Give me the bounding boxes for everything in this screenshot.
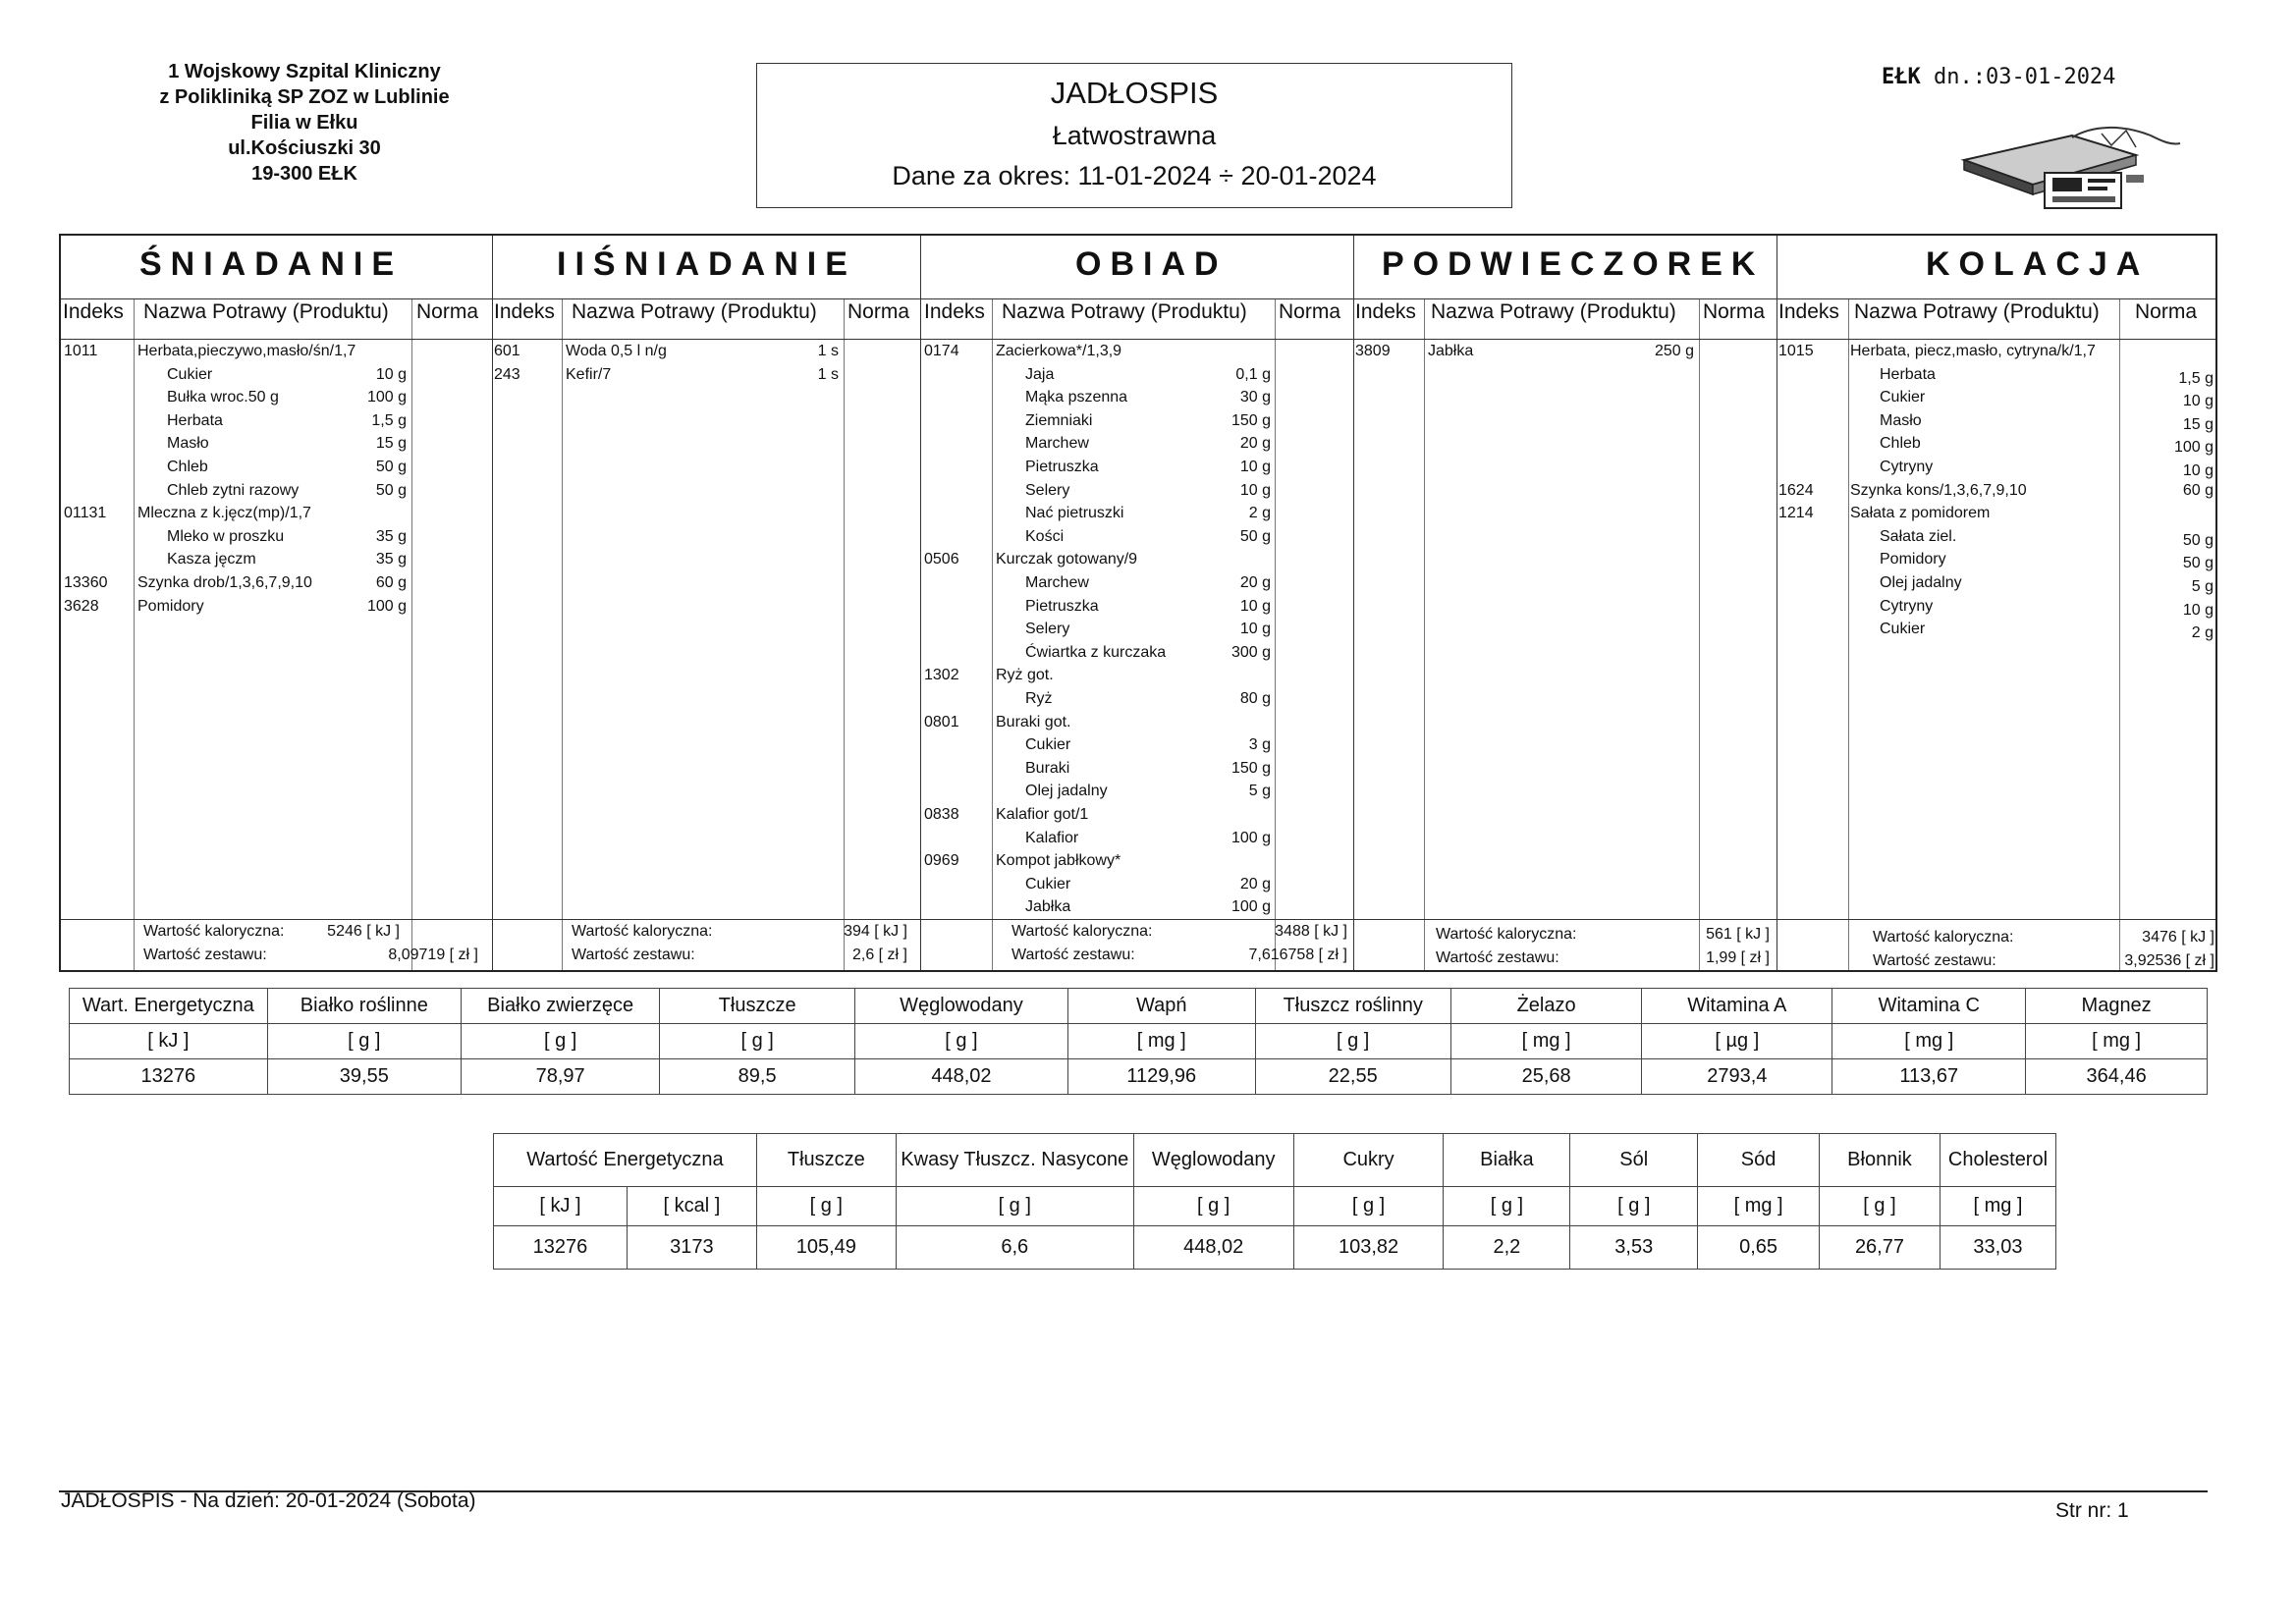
nutrition-value: 3173 — [627, 1226, 756, 1270]
hospital-line-5: 19-300 EŁK — [251, 163, 357, 185]
hospital-line-2: z Polikliniką SP ZOZ w Lublinie — [159, 86, 450, 108]
meal-item-norm: 80 g — [1239, 690, 1271, 707]
nutrition-unit: [ mg ] — [1067, 1024, 1255, 1059]
meal-item-name: Kompot jabłkowy* — [996, 852, 1121, 870]
meal-item-norm: 1,5 g — [371, 411, 407, 429]
nutrition-table-1 — [69, 988, 2208, 1095]
meal-ingredient-name: Kasza jęczm — [167, 551, 256, 568]
col-header-norm: Norma — [2135, 300, 2198, 323]
nutrition-unit: [ g ] — [461, 1024, 659, 1059]
nutrition-header: Wapń — [1067, 989, 1255, 1024]
meal-ingredient-name: Masło — [167, 435, 209, 453]
meal-item-index: 0506 — [924, 551, 959, 568]
meal-ingredient-name: Pietruszka — [1025, 459, 1099, 475]
meal-item-norm: 1 s — [817, 365, 839, 383]
nutrition-header: Wartość Energetyczna — [494, 1134, 757, 1187]
book-computer-clipart-icon — [1954, 116, 2190, 214]
meal-ingredient-name: Mleko w proszku — [167, 527, 285, 545]
meal-ingredient-name: Olej jadalny — [1025, 783, 1108, 800]
meal-ingredient-name: Herbata — [1880, 365, 1936, 383]
nutrition-unit: [ mg ] — [1450, 1024, 1641, 1059]
col-header-norm: Norma — [847, 300, 910, 323]
meal-item-norm: 0,1 g — [1235, 365, 1271, 383]
col-header-norm: Norma — [1703, 300, 1766, 323]
meal-item-norm: 15 g — [375, 435, 407, 453]
meal-title-kolacja: KOLACJA — [1926, 245, 2150, 283]
nutrition-1-value-row — [70, 1059, 2208, 1095]
meal-item-norm: 10 g — [1239, 481, 1271, 499]
meal-item-name: Zacierkowa*/1,3,9 — [996, 343, 1122, 359]
nutrition-header: Białko zwierzęce — [461, 989, 659, 1024]
nutrition-header: Sód — [1698, 1134, 1820, 1187]
nutrition-unit: [ g ] — [896, 1187, 1133, 1226]
nutrition-table-2 — [493, 1133, 2056, 1270]
meal-item-name: Kalafior got/1 — [996, 806, 1089, 823]
nutrition-value: 33,03 — [1940, 1226, 2055, 1270]
meal-item-index: 0838 — [924, 806, 959, 823]
meal-ingredient-name: Chleb — [167, 459, 208, 475]
nutrition-value: 78,97 — [461, 1059, 659, 1095]
nutrition-unit: [ g ] — [1255, 1024, 1450, 1059]
nutrition-header: Magnez — [2026, 989, 2208, 1024]
cost-label: Wartość zestawu: — [1436, 949, 1559, 966]
meal-ingredient-name: Pomidory — [1880, 551, 1946, 568]
hospital-line-4: ul.Kościuszki 30 — [228, 137, 381, 159]
meal-item-norm: 10 g — [1239, 459, 1271, 475]
meal-item-index: 3809 — [1355, 343, 1391, 359]
document-title: JADŁOSPIS — [1050, 76, 1219, 110]
meal-item-name: Jabłka — [1428, 343, 1474, 359]
meal-item-index: 601 — [494, 343, 520, 359]
meal-ingredient-name: Bułka wroc.50 g — [167, 389, 279, 406]
meal-item-index: 0174 — [924, 343, 959, 359]
nutrition-value: 89,5 — [660, 1059, 855, 1095]
kcal-value: 5246 [ kJ ] — [327, 923, 400, 940]
period: Dane za okres: 11-01-2024 ÷ 20-01-2024 — [892, 161, 1377, 190]
nutrition-unit: [ mg ] — [2026, 1024, 2208, 1059]
meal-ingredient-name: Ćwiartka z kurczaka — [1025, 643, 1167, 661]
nutrition-header: Białko roślinne — [267, 989, 461, 1024]
cost-value: 1,99 [ zł ] — [1706, 949, 1770, 966]
meal-item-norm: 100 g — [366, 389, 407, 406]
meal-item-norm: 150 g — [1230, 411, 1271, 429]
meal-ingredient-name: Pietruszka — [1025, 597, 1099, 615]
nutrition-header: Węglowodany — [1133, 1134, 1293, 1187]
col-header-name: Nazwa Potrawy (Produktu) — [1854, 300, 2100, 323]
nutrition-header: Tłuszcze — [756, 1134, 896, 1187]
title-box — [756, 63, 1512, 208]
meal-ingredient-name: Chleb zytni razowy — [167, 481, 300, 499]
nutrition-unit: [ kJ ] — [70, 1024, 268, 1059]
nutrition-2-value-row — [494, 1226, 2056, 1270]
meal-item-norm: 1 s — [817, 343, 839, 359]
meal-ingredient-name: Buraki — [1025, 759, 1070, 777]
meal-item-norm: 150 g — [1230, 759, 1271, 777]
diet-name: Łatwostrawna — [1052, 121, 1217, 150]
meal-item-norm: 10 g — [1239, 621, 1271, 638]
nutrition-value: 0,65 — [1698, 1226, 1820, 1270]
meal-ingredient-name: Sałata ziel. — [1880, 527, 1957, 545]
meal-item-norm: 60 g — [2182, 481, 2214, 499]
cost-label: Wartość zestawu: — [1873, 952, 1996, 969]
kcal-value: 561 [ kJ ] — [1706, 926, 1770, 943]
meal-title-ii-sniadanie: IIŚNIADANIE — [557, 245, 856, 283]
kcal-label: Wartość kaloryczna: — [1011, 923, 1153, 940]
meal-item-norm: 50 g — [375, 481, 407, 499]
meal-ingredient-name: Kości — [1025, 527, 1065, 545]
kcal-value: 3488 [ kJ ] — [1275, 923, 1347, 940]
nutrition-unit: [ mg ] — [1832, 1024, 2026, 1059]
nutrition-header: Witamina C — [1832, 989, 2026, 1024]
hospital-line-1: 1 Wojskowy Szpital Kliniczny — [168, 61, 441, 82]
col-header-name: Nazwa Potrawy (Produktu) — [572, 300, 817, 323]
meal-ingredient-name: Chleb — [1880, 435, 1921, 453]
cost-label: Wartość zestawu: — [143, 947, 267, 963]
kcal-label: Wartość kaloryczna: — [1436, 926, 1577, 943]
meal-ingredient-name: Cukier — [1025, 736, 1071, 754]
menu-table — [59, 234, 2217, 972]
nutrition-value: 26,77 — [1820, 1226, 1941, 1270]
cost-label: Wartość zestawu: — [572, 947, 695, 963]
meal-title-obiad: OBIAD — [1075, 245, 1228, 283]
cost-label: Wartość zestawu: — [1011, 947, 1135, 963]
kcal-value: 3476 [ kJ ] — [2142, 929, 2214, 946]
meal-ingredient-name: Jaja — [1025, 365, 1055, 383]
nutrition-value: 448,02 — [1133, 1226, 1293, 1270]
meal-item-name: Pomidory — [137, 597, 204, 615]
meal-item-norm: 300 g — [1230, 643, 1271, 661]
nutrition-header: Wart. Energetyczna — [70, 989, 268, 1024]
meal-item-index: 1011 — [64, 343, 98, 359]
meal-item-name: Ryż got. — [996, 667, 1054, 684]
meal-ingredient-name: Cukier — [167, 365, 213, 383]
meal-item-index: 13360 — [64, 574, 108, 591]
nutrition-value: 39,55 — [267, 1059, 461, 1095]
meal-ingredient-name: Cukier — [1880, 621, 1926, 638]
meal-item-name: Woda 0,5 l n/g — [566, 343, 667, 359]
date-stamp — [1882, 65, 2115, 89]
meal-item-norm: 100 g — [1230, 829, 1271, 846]
meal-item-index: 243 — [494, 365, 520, 383]
nutrition-header: Kwasy Tłuszcz. Nasycone — [896, 1134, 1133, 1187]
kcal-label: Wartość kaloryczna: — [143, 923, 285, 940]
nutrition-1-header-row — [70, 989, 2208, 1024]
meal-item-norm: 50 g — [2182, 555, 2214, 572]
meal-ingredient-name: Ryż — [1025, 690, 1053, 707]
col-header-name: Nazwa Potrawy (Produktu) — [143, 300, 389, 323]
meal-item-norm: 10 g — [375, 365, 407, 383]
hospital-address — [98, 59, 511, 187]
meal-item-name: Mleczna z k.jęcz(mp)/1,7 — [137, 505, 311, 522]
meal-item-name: Szynka drob/1,3,6,7,9,10 — [137, 574, 312, 591]
nutrition-unit: [ g ] — [1133, 1187, 1293, 1226]
meal-item-name: Herbata,pieczywo,masło/śn/1,7 — [137, 343, 356, 359]
nutrition-header: Tłuszcz roślinny — [1255, 989, 1450, 1024]
meal-item-norm: 2 g — [2191, 624, 2214, 642]
col-header-name: Nazwa Potrawy (Produktu) — [1431, 300, 1676, 323]
nutrition-value: 113,67 — [1832, 1059, 2026, 1095]
col-header-name: Nazwa Potrawy (Produktu) — [1002, 300, 1247, 323]
date-stamp-text: dn.:03-01-2024 — [1920, 65, 2116, 89]
meal-ingredient-name: Selery — [1025, 481, 1070, 499]
nutrition-unit: [ g ] — [1820, 1187, 1941, 1226]
meal-ingredient-name: Ziemniaki — [1025, 411, 1093, 429]
nutrition-unit: [ g ] — [660, 1024, 855, 1059]
meal-ingredient-name: Selery — [1025, 621, 1070, 638]
kcal-value: 394 [ kJ ] — [844, 923, 907, 940]
meal-item-norm: 60 g — [375, 574, 407, 591]
meal-ingredient-name: Cukier — [1880, 389, 1926, 406]
meal-ingredient-name: Cukier — [1025, 875, 1071, 893]
nutrition-unit: [ mg ] — [1698, 1187, 1820, 1226]
meal-ingredient-name: Mąka pszenna — [1025, 389, 1128, 406]
meal-item-norm: 15 g — [2182, 415, 2214, 433]
footer-date: JADŁOSPIS - Na dzień: 20-01-2024 (Sobota) — [61, 1489, 476, 1512]
nutrition-value: 25,68 — [1450, 1059, 1641, 1095]
meal-item-norm: 5 g — [1248, 783, 1271, 800]
nutrition-header: Błonnik — [1820, 1134, 1941, 1187]
meal-ingredient-name: Cytryny — [1880, 597, 1934, 615]
meal-item-name: Kurczak gotowany/9 — [996, 551, 1138, 568]
meal-item-name: Herbata, piecz,masło, cytryna/k/1,7 — [1850, 343, 2096, 359]
nutrition-unit: [ g ] — [267, 1024, 461, 1059]
nutrition-header: Cukry — [1293, 1134, 1444, 1187]
nutrition-header: Tłuszcze — [660, 989, 855, 1024]
meal-item-norm: 250 g — [1654, 343, 1694, 359]
meal-ingredient-name: Cytryny — [1880, 459, 1934, 475]
nutrition-value: 2,2 — [1444, 1226, 1570, 1270]
col-header-index: Indeks — [1778, 300, 1839, 323]
col-header-norm: Norma — [1279, 300, 1341, 323]
nutrition-value: 105,49 — [756, 1226, 896, 1270]
meal-item-norm: 20 g — [1239, 435, 1271, 453]
hospital-line-3: Filia w Ełku — [250, 112, 358, 134]
meal-item-norm: 20 g — [1239, 574, 1271, 591]
nutrition-value: 448,02 — [854, 1059, 1067, 1095]
meal-ingredient-name: Marchew — [1025, 574, 1089, 591]
nutrition-unit: [ µg ] — [1642, 1024, 1832, 1059]
nutrition-value: 22,55 — [1255, 1059, 1450, 1095]
nutrition-header: Cholesterol — [1940, 1134, 2055, 1187]
meal-item-norm: 5 g — [2191, 578, 2214, 595]
meal-item-norm: 50 g — [375, 459, 407, 475]
col-header-index: Indeks — [494, 300, 555, 323]
meal-ingredient-name: Olej jadalny — [1880, 574, 1962, 591]
nutrition-2-unit-row — [494, 1187, 2056, 1226]
nutrition-value: 13276 — [494, 1226, 628, 1270]
nutrition-unit: [ kJ ] — [494, 1187, 628, 1226]
nutrition-1-unit-row — [70, 1024, 2208, 1059]
nutrition-unit: [ g ] — [854, 1024, 1067, 1059]
kcal-label: Wartość kaloryczna: — [572, 923, 713, 940]
meal-item-name: Sałata z pomidorem — [1850, 505, 1991, 522]
cost-value: 8,09719 [ zł ] — [388, 947, 478, 963]
meal-item-norm: 10 g — [2182, 393, 2214, 410]
nutrition-value: 6,6 — [896, 1226, 1133, 1270]
meal-item-index: 1214 — [1778, 505, 1814, 522]
meal-item-norm: 100 g — [1230, 898, 1271, 916]
nutrition-header: Białka — [1444, 1134, 1570, 1187]
meal-item-index: 1302 — [924, 667, 959, 684]
date-stamp-prefix: EŁK — [1882, 65, 1921, 89]
meal-item-norm: 3 g — [1248, 736, 1271, 754]
meal-item-norm: 30 g — [1239, 389, 1271, 406]
col-header-index: Indeks — [1355, 300, 1416, 323]
nutrition-unit: [ g ] — [1570, 1187, 1698, 1226]
meal-item-name: Kefir/7 — [566, 365, 612, 383]
kcal-label: Wartość kaloryczna: — [1873, 929, 2014, 946]
nutrition-value: 364,46 — [2026, 1059, 2208, 1095]
meal-item-norm: 35 g — [375, 527, 407, 545]
meal-item-norm: 10 g — [2182, 462, 2214, 479]
meal-item-norm: 2 g — [1248, 505, 1271, 522]
nutrition-value: 3,53 — [1570, 1226, 1698, 1270]
meal-title-sniadanie: ŚNIADANIE — [139, 245, 404, 283]
col-header-index: Indeks — [924, 300, 985, 323]
meal-item-norm: 10 g — [2182, 601, 2214, 619]
nutrition-2-header-row — [494, 1134, 2056, 1187]
nutrition-header: Żelazo — [1450, 989, 1641, 1024]
nutrition-value: 1129,96 — [1067, 1059, 1255, 1095]
meal-item-norm: 50 g — [1239, 527, 1271, 545]
cost-value: 7,616758 [ zł ] — [1248, 947, 1347, 963]
meal-ingredient-name: Marchew — [1025, 435, 1089, 453]
nutrition-header: Sól — [1570, 1134, 1698, 1187]
meal-item-norm: 10 g — [1239, 597, 1271, 615]
meal-item-norm: 1,5 g — [2178, 369, 2214, 387]
nutrition-value: 2793,4 — [1642, 1059, 1832, 1095]
nutrition-value: 13276 — [70, 1059, 268, 1095]
nutrition-header: Witamina A — [1642, 989, 1832, 1024]
meal-item-norm: 100 g — [2173, 439, 2214, 457]
col-header-index: Indeks — [63, 300, 124, 323]
cost-value: 3,92536 [ zł ] — [2124, 952, 2214, 969]
meal-ingredient-name: Nać pietruszki — [1025, 505, 1124, 522]
nutrition-header: Węglowodany — [854, 989, 1067, 1024]
meal-item-index: 0969 — [924, 852, 959, 870]
meal-item-norm: 20 g — [1239, 875, 1271, 893]
cost-value: 2,6 [ zł ] — [851, 947, 907, 963]
meal-ingredient-name: Herbata — [167, 411, 223, 429]
col-header-norm: Norma — [416, 300, 479, 323]
nutrition-unit: [ mg ] — [1940, 1187, 2055, 1226]
meal-item-name: Szynka kons/1,3,6,7,9,10 — [1850, 481, 2027, 499]
meal-item-norm: 100 g — [366, 597, 407, 615]
meal-item-index: 01131 — [64, 505, 107, 522]
page-number: Str nr: 1 — [2055, 1499, 2129, 1522]
nutrition-unit: [ g ] — [1444, 1187, 1570, 1226]
meal-ingredient-name: Jabłka — [1025, 898, 1071, 916]
meal-item-index: 1015 — [1778, 343, 1814, 359]
nutrition-unit: [ g ] — [1293, 1187, 1444, 1226]
nutrition-value: 103,82 — [1293, 1226, 1444, 1270]
meal-item-index: 0801 — [924, 713, 959, 730]
meal-item-norm: 50 g — [2182, 531, 2214, 549]
meal-item-name: Buraki got. — [996, 713, 1071, 730]
nutrition-unit: [ kcal ] — [627, 1187, 756, 1226]
meal-item-index: 3628 — [64, 597, 99, 615]
meal-title-podwieczorek: PODWIECZOREK — [1382, 245, 1765, 283]
meal-item-index: 1624 — [1778, 481, 1814, 499]
meal-ingredient-name: Kalafior — [1025, 829, 1079, 846]
meal-ingredient-name: Masło — [1880, 411, 1922, 429]
meal-item-norm: 35 g — [375, 551, 407, 568]
nutrition-unit: [ g ] — [756, 1187, 896, 1226]
